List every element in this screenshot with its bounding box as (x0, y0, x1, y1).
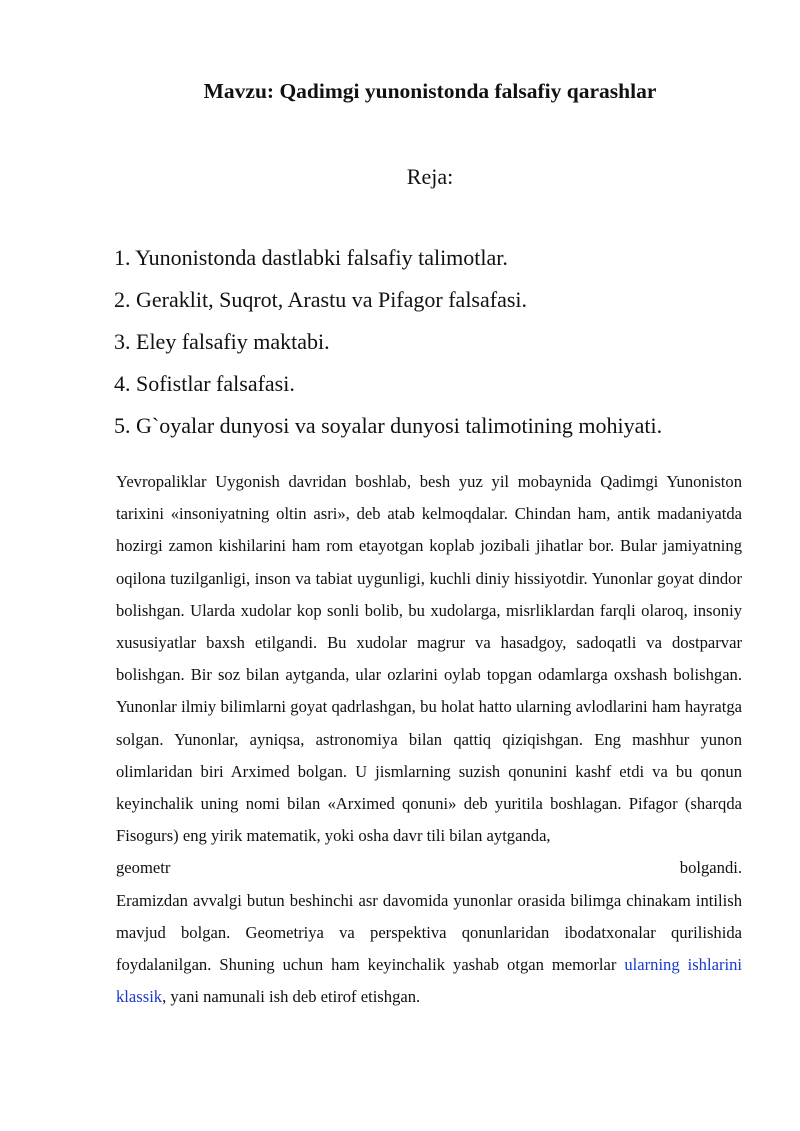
plan-item: 4. Sofistlar falsafasi. (114, 371, 295, 396)
plan-heading: Reja: (406, 164, 454, 189)
plan-item: 2. Geraklit, Suqrot, Arastu va Pifagor falsafasi. (114, 287, 528, 312)
paragraph-1: Yevropaliklar Uygonish davridan boshlab, besh yuz yil mobaynida Qadimgi Yunoniston tarixini «insoniyatning oltin asri», deb atab kelmoqdalar. Chindan ham, antik madaniyatda hozirgi zamon kishilarini ham rom etayotgan koplab jozibali jihatlar bor. Bular jamiyatning oqilona tuzilganligi, inson va tabiat uygunligi, kuchli diniy hissiyotdir. Yunonlar goyat dindor bolishgan. Ularda xudolar kop sonli bolib, bu xudolarga, misrliklardan farqli olaroq, insoniy xususiyatlar baxsh etilgandi. Bu xudolar magrur va hasadgoy, sadoqatli va dostparvar bolishgan. Bir soz bilan aytganda, ular ozlarini oylab topgan odamlarga oxshash bolishgan. Yunonlar ilmiy bilimlarni goyat qadrlashgan, bu holat hatto ularning avlodlarini ham hayratga solgan. Yunonlar, ayniqsa, astronomiya bilan qattiq qiziqishgan. Eng mashhur yunon olimlaridan biri Arximed bolgan. U jismlarning suzish qonunini kashf etdi va bu qonun keyinchalik uning nomi bilan «Arximed qonuni» deb yuritila boshlagan. Pifagor (sharqda Fisogurs) eng yirik matematik, yoki osha davr tili bilan aytganda, (116, 472, 742, 846)
plan-list (114, 241, 774, 451)
body-text (116, 466, 742, 1013)
paragraph-1-end-right: bolgandi. (679, 858, 742, 878)
document-title: Mavzu: Qadimgi yunonistonda falsafiy qarashlar (203, 79, 657, 103)
paragraph-2 (116, 885, 742, 1014)
plan-item: 1. Yunonistonda dastlabki falsafiy talimotlar. (114, 245, 508, 270)
paragraph-2-start: Eramizdan avvalgi butun beshinchi asr davomida yunonlar orasida bilimga chinakam intilish mavjud bolgan. Geometriya va perspektiva qonunlaridan ibodatxonalar qurilishida foydalanilgan. Shuning uchun ham keyinchalik yashab otgan memorlar (116, 890, 742, 975)
paragraph-2-link[interactable]: ularning ishlarini klassik (116, 955, 742, 1007)
paragraph-1-last-line (116, 852, 742, 884)
plan-item: 3. Eley falsafiy maktabi. (114, 329, 330, 354)
paragraph-2-end: , yani namunali ish deb etirof etishgan. (162, 987, 421, 1007)
plan-item: 5. G`oyalar dunyosi va soyalar dunyosi talimotining mohiyati. (114, 413, 663, 438)
paragraph-1-end-left: geometr (116, 858, 171, 878)
